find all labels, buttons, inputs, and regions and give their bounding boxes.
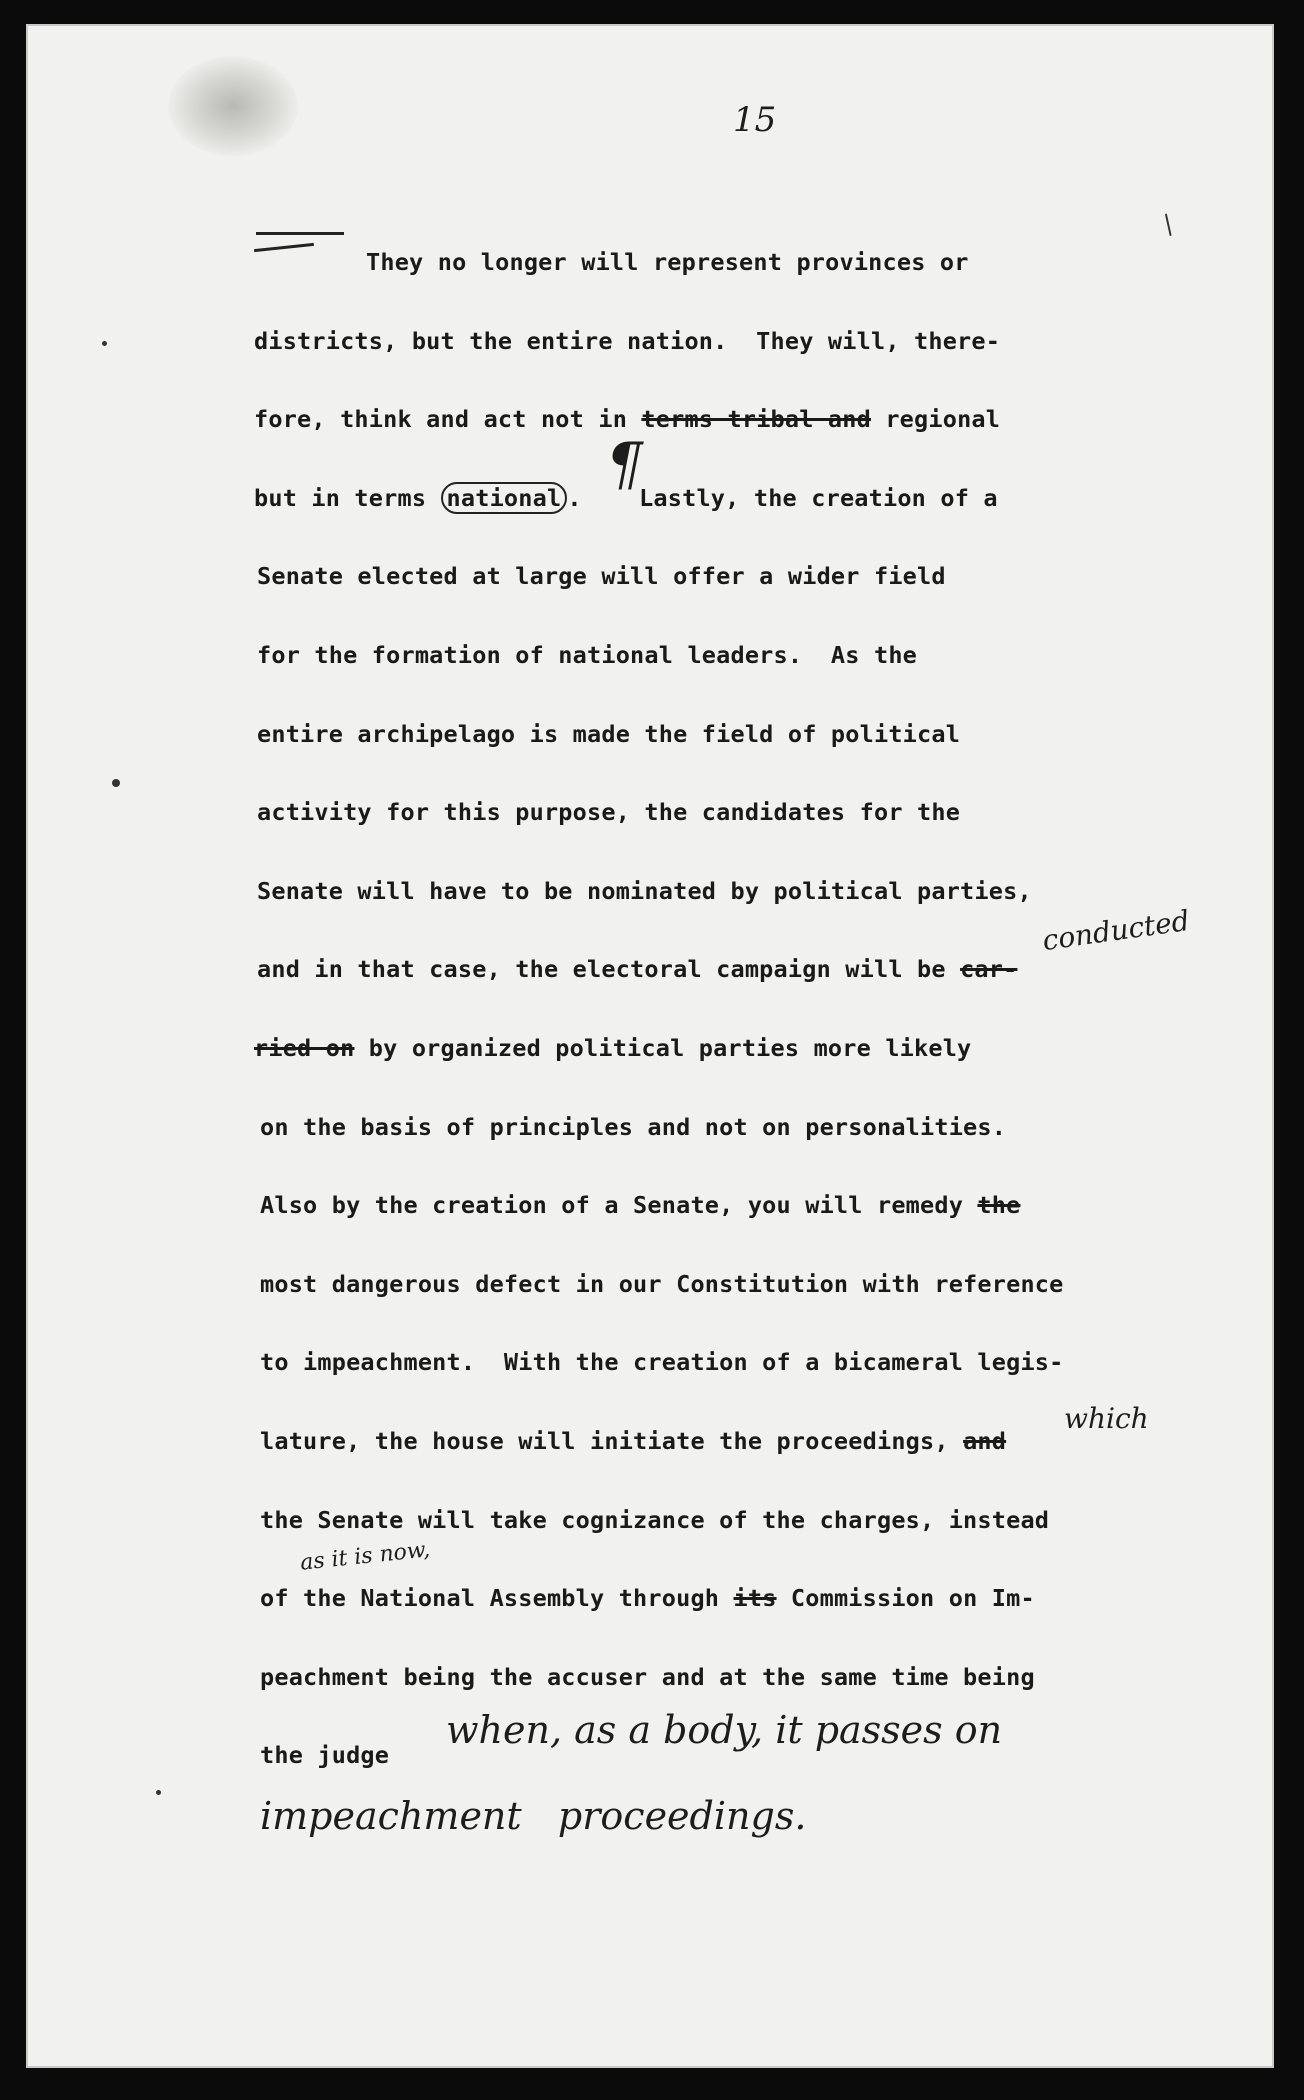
typed-line [260, 1663, 1035, 1703]
line-text: Senate elected at large will offer a wider field [257, 562, 946, 591]
line-text: They no longer will represent provinces or [366, 248, 969, 276]
line-text: by organized political parties more likely [354, 1034, 972, 1062]
handwritten-insertion-which: which [1064, 1402, 1149, 1435]
typed-line [260, 1348, 1064, 1388]
ink-speck [112, 779, 120, 787]
line-text: districts, but the entire nation. They will, there- [254, 326, 1001, 355]
line-text: Senate will have to be nominated by political parties, [257, 876, 1032, 905]
handwritten-insertion-as-it-is-now: as it is now, [299, 1537, 432, 1576]
typed-line [366, 248, 969, 288]
handwritten-closing-line-2: impeachment proceedings. [260, 1794, 807, 1838]
typed-line [260, 1506, 1049, 1546]
typed-line [260, 1270, 1064, 1310]
thumb-smudge [168, 56, 298, 156]
margin-tick-mark: / [1157, 209, 1180, 241]
struck-text: the [977, 1191, 1021, 1220]
handwritten-closing-line-1: when, as a body, it passes on [446, 1708, 1003, 1752]
typed-line [260, 1113, 1006, 1153]
typed-line [257, 641, 917, 681]
typed-line [257, 562, 946, 602]
line-text: of the National Assembly through [260, 1584, 734, 1613]
line-text: fore, think and act not in [254, 405, 642, 434]
struck-text: terms tribal and [641, 405, 871, 434]
line-text: Also by the creation of a Senate, you will remedy [260, 1191, 978, 1220]
typed-line [257, 720, 960, 760]
typed-line [257, 955, 1017, 995]
line-text: the Senate will take cognizance of the charges, instead [260, 1505, 1050, 1534]
indent-mark-underline [254, 243, 314, 252]
line-text: on the basis of principles and not on personalities. [260, 1112, 1007, 1141]
handwritten-insertion-conducted: conducted [1040, 903, 1192, 958]
typed-line [260, 1427, 1006, 1467]
struck-text: its [733, 1584, 777, 1613]
ink-speck [156, 1790, 161, 1795]
indent-mark [256, 232, 344, 235]
typed-line [257, 877, 1032, 917]
line-text: activity for this purpose, the candidates for the [257, 798, 961, 827]
struck-text: car- [960, 955, 1018, 984]
typed-line [257, 798, 960, 838]
ink-speck [102, 341, 107, 346]
line-text: for the formation of national leaders. As the [257, 641, 918, 669]
line-text: . Lastly, the creation of a [567, 483, 998, 512]
line-text: regional [870, 405, 1001, 434]
circled-word: national [441, 482, 568, 514]
line-text: but in terms [254, 483, 441, 512]
typed-line [260, 1584, 1035, 1624]
line-text: to impeachment. With the creation of a bicameral legis- [260, 1348, 1064, 1377]
document-page [26, 24, 1274, 2068]
page-number: 15 [733, 100, 777, 140]
struck-text: ried on [254, 1034, 355, 1062]
line-text: the judge [260, 1741, 390, 1770]
line-text: Commission on Im- [776, 1584, 1035, 1613]
typed-line [260, 1741, 389, 1781]
typed-line [260, 1191, 1020, 1231]
line-text: peachment being the accuser and at the same time being [260, 1662, 1035, 1691]
struck-text: and [963, 1427, 1007, 1455]
typed-line [254, 1034, 971, 1074]
line-text: lature, the house will initiate the proceedings, [260, 1427, 964, 1455]
line-text: entire archipelago is made the field of political [257, 719, 961, 748]
paragraph-mark: ¶ [606, 430, 643, 498]
typed-line [254, 327, 1000, 367]
line-text: most dangerous defect in our Constitution with reference [260, 1269, 1064, 1298]
line-text: and in that case, the electoral campaign will be [257, 955, 961, 984]
